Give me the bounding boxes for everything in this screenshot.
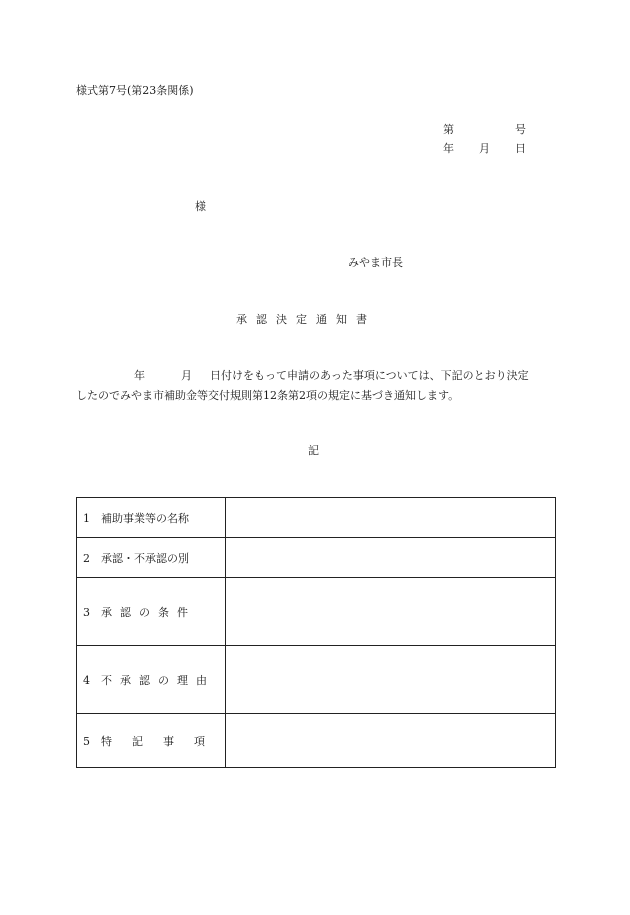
table-row [77, 578, 556, 646]
row-value-field[interactable] [226, 578, 556, 646]
row-label [77, 714, 226, 768]
body-line-2: したのでみやま市補助金等交付規則第12条第2項の規定に基づき通知します。 [76, 389, 460, 402]
issuer-name: みやま市長 [348, 256, 403, 269]
row-label-text: 承認の条件 [101, 605, 196, 619]
body-text [76, 366, 558, 406]
document-number-prefix: 第 [443, 123, 454, 136]
date-month-label: 月 [479, 142, 490, 155]
document-number-suffix: 号 [515, 123, 526, 136]
row-label-text: 不承認の理由 [101, 673, 215, 687]
detail-table [76, 497, 556, 768]
row-label-text: 承認・不承認の別 [101, 551, 189, 565]
row-number: 2 [83, 551, 90, 565]
row-label-text: 補助事業等の名称 [101, 511, 189, 525]
row-value-field[interactable] [226, 714, 556, 768]
document-title: 承認決定通知書 [236, 313, 376, 326]
section-marker: 記 [308, 444, 319, 457]
row-value-field[interactable] [226, 538, 556, 578]
table-row [77, 646, 556, 714]
form-number: 様式第7号(第23条関係) [76, 84, 194, 97]
body-line-1-text: 日付けをもって申請のあった事項については、下記のとおり決定 [210, 369, 529, 382]
row-number: 1 [83, 511, 90, 525]
row-value-field[interactable] [226, 646, 556, 714]
body-month-label: 月 [181, 369, 192, 382]
row-value-field[interactable] [226, 498, 556, 538]
body-year-label: 年 [134, 369, 145, 382]
row-label [77, 646, 226, 714]
table-row [77, 714, 556, 768]
table-row [77, 538, 556, 578]
row-label [77, 498, 226, 538]
table-row [77, 498, 556, 538]
row-number: 3 [83, 605, 90, 619]
row-label [77, 538, 226, 578]
addressee-honorific: 様 [195, 200, 206, 213]
date-year-label: 年 [443, 142, 454, 155]
body-line-1 [76, 366, 558, 386]
date-day-label: 日 [515, 142, 526, 155]
row-number: 4 [83, 673, 90, 687]
row-label [77, 578, 226, 646]
row-label-text: 特記事項 [101, 734, 225, 748]
row-number: 5 [83, 734, 90, 748]
